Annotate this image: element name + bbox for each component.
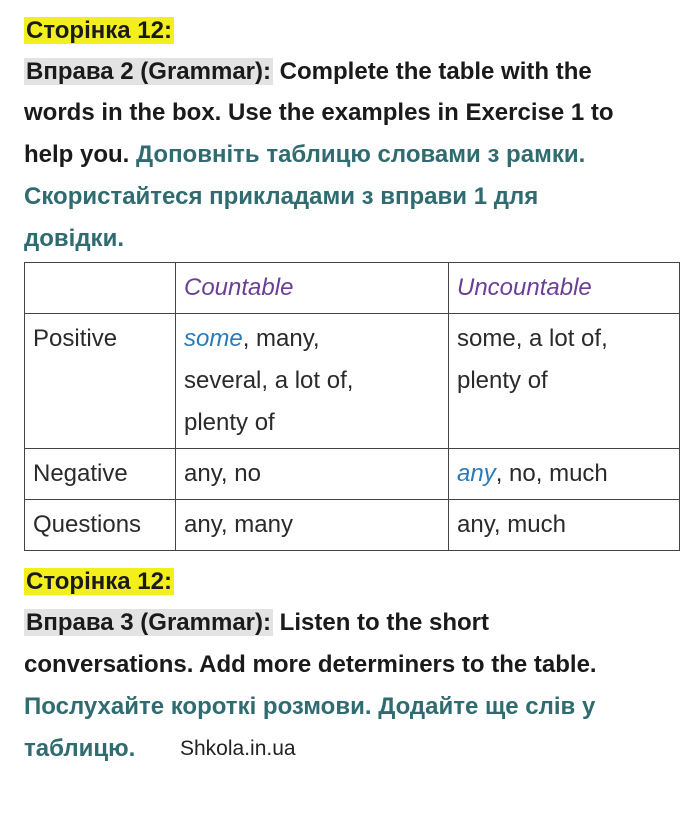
header-cell: [25, 263, 176, 314]
table-row: [25, 314, 680, 449]
cell-uncountable: [449, 314, 680, 449]
instruction-line: conversations. Add more determiners to the table.: [24, 651, 597, 678]
row-label: Questions: [25, 500, 176, 551]
cell-text: several, a lot of,: [184, 367, 354, 394]
translation-line: Послухайте короткі розмови. Додайте ще слів у: [24, 693, 596, 720]
instruction-text: help you.: [24, 141, 130, 168]
row-label: Negative: [25, 449, 176, 500]
site-credit: Shkola.in.ua: [180, 737, 296, 760]
example-word: any: [457, 460, 496, 487]
cell-uncountable: any, much: [449, 500, 680, 551]
page-label: [24, 14, 174, 48]
cell-countable: any, many: [176, 500, 449, 551]
cell-text: plenty of: [184, 409, 275, 436]
exercise-heading: [24, 55, 592, 89]
instruction-text: Complete the table with the: [273, 58, 592, 85]
cell-text: some, a lot of,: [457, 325, 608, 352]
exercise-heading: [24, 606, 489, 640]
instruction-line: words in the box. Use the examples in Exercise 1 to: [24, 99, 614, 126]
exercise-label: Вправа 3 (Grammar):: [26, 609, 272, 636]
cell-countable: any, no: [176, 449, 449, 500]
page-label-text: Сторінка 12:: [26, 17, 172, 44]
instruction-text: Listen to the short: [273, 609, 490, 636]
translation-line: довідки.: [24, 225, 124, 252]
row-label: Positive: [25, 314, 176, 449]
table-row: [25, 449, 680, 500]
cell-countable: [176, 314, 449, 449]
translation-line: Скористайтеся прикладами з вправи 1 для: [24, 183, 539, 210]
header-countable: Countable: [176, 263, 449, 314]
translation-line: таблицю.: [24, 735, 136, 762]
determiners-table: [24, 262, 680, 551]
header-uncountable: Uncountable: [449, 263, 680, 314]
exercise-label: Вправа 2 (Grammar):: [26, 58, 272, 85]
example-word: some: [184, 325, 243, 352]
table-row: [25, 500, 680, 551]
cell-uncountable: [449, 449, 680, 500]
page-label-text: Сторінка 12:: [26, 568, 172, 595]
table-header-row: [25, 263, 680, 314]
cell-text: plenty of: [457, 367, 548, 394]
translation-text: Доповніть таблицю словами з рамки.: [129, 141, 586, 168]
cell-text: , no, much: [495, 460, 608, 487]
cell-text: , many,: [242, 325, 320, 352]
page-label: [24, 565, 174, 599]
instruction-line: [24, 138, 585, 172]
